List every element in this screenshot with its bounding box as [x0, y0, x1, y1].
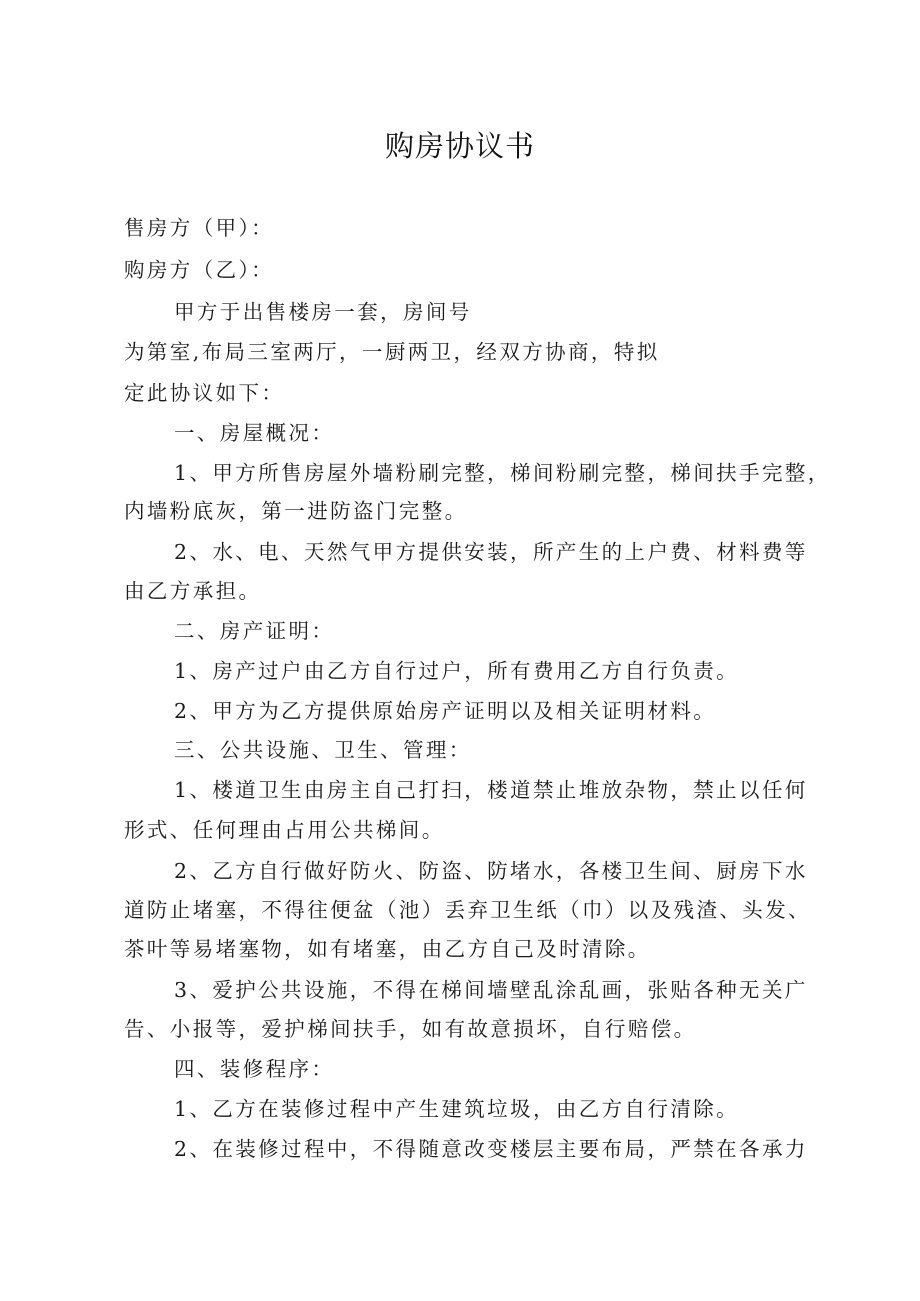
paragraph-line: 1、甲方所售房屋外墙粉刷完整，梯间粉刷完整，梯间扶手完整， — [174, 461, 831, 485]
section-heading: 二、房产证明： — [174, 619, 335, 643]
paragraph-line: 道防止堵塞，不得往便盆（池）丢弃卫生纸（巾）以及残渣、头发、 — [124, 898, 811, 922]
paragraph-line: 甲方于出售楼房一套，房间号 — [174, 300, 472, 324]
paragraph-line: 3、爱护公共设施，不得在梯间墙壁乱涂乱画，张贴各种无关广 — [174, 978, 808, 1002]
section-heading: 一、房屋概况： — [174, 421, 335, 445]
paragraph-line: 为第室,布局三室两厅，一厨两卫，经双方协商，特拟 — [124, 340, 660, 364]
seller-line: 售房方（甲）： — [124, 216, 275, 240]
paragraph-line: 1、乙方在装修过程中产生建筑垃圾，由乙方自行清除。 — [174, 1097, 740, 1121]
paragraph-line: 2、甲方为乙方提供原始房产证明以及相关证明材料。 — [174, 699, 717, 723]
buyer-line: 购房方（乙）： — [124, 258, 275, 282]
paragraph-line: 1、楼道卫生由房主自己打扫，楼道禁止堆放杂物，禁止以任何 — [174, 778, 808, 802]
paragraph-line: 1、房产过户由乙方自行过户，所有费用乙方自行负责。 — [174, 659, 740, 683]
section-heading: 四、装修程序： — [174, 1057, 335, 1081]
paragraph-line: 2、乙方自行做好防火、防盗、防堵水，各楼卫生间、厨房下水 — [174, 859, 808, 883]
paragraph-line: 定此协议如下： — [124, 381, 285, 405]
paragraph-line: 茶叶等易堵塞物，如有堵塞，由乙方自己及时清除。 — [124, 937, 651, 961]
section-heading: 三、公共设施、卫生、管理： — [174, 738, 472, 762]
paragraph-line: 告、小报等，爱护梯间扶手，如有故意损坏，自行赔偿。 — [124, 1017, 697, 1041]
document-title: 购房协议书 — [384, 129, 535, 163]
paragraph-line: 2、水、电、天然气甲方提供安装，所产生的上户费、材料费等 — [174, 540, 808, 564]
paragraph-line: 形式、任何理由占用公共梯间。 — [124, 818, 445, 842]
paragraph-line: 2、在装修过程中，不得随意改变楼层主要布局，严禁在各承力 — [174, 1137, 808, 1161]
paragraph-line: 内墙粉底灰，第一进防盗门完整。 — [124, 499, 468, 523]
paragraph-line: 由乙方承担。 — [124, 579, 262, 603]
